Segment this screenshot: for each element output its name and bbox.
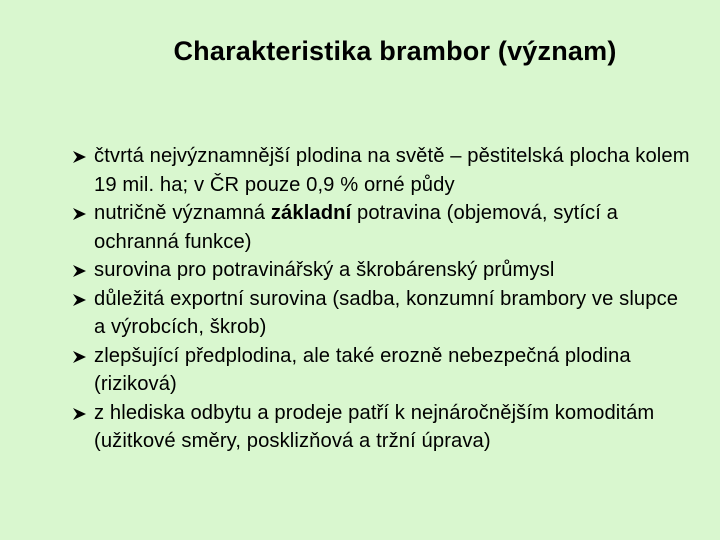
bullet-list (72, 142, 692, 456)
bullet-item (72, 142, 692, 199)
bullet-item (72, 256, 692, 285)
bullet-item (72, 342, 692, 399)
bullet-text-after: potravina (objemová, sytící a ochranná funkce) (94, 202, 618, 253)
arrow-right-icon (72, 399, 90, 428)
bullet-text-before: nutričně významná (94, 202, 271, 224)
bullet-item (72, 199, 692, 256)
bullet-text: zlepšující předplodina, ale také erozně nebezpečná plodina (riziková) (94, 344, 631, 395)
bullet-text: surovina pro potravinářský a škrobárenský průmysl (94, 259, 555, 281)
arrow-right-icon (72, 342, 90, 371)
bullet-item (72, 399, 692, 456)
arrow-right-icon (72, 285, 90, 314)
bullet-text-bold: základní (270, 202, 352, 224)
bullet-text: z hlediska odbytu a prodeje patří k nejnáročnějším komoditám (užitkové směry, posklizňová a tržní úprava) (94, 401, 655, 452)
slide-title: Charakteristika brambor (význam) (173, 36, 617, 66)
arrow-right-icon (72, 256, 90, 285)
arrow-right-icon (72, 142, 90, 171)
arrow-right-icon (72, 199, 90, 228)
bullet-text: důležitá exportní surovina (sadba, konzumní brambory ve slupce a výrobcích, škrob) (94, 287, 679, 338)
bullet-text: čtvrtá nejvýznamnější plodina na světě – pěstitelská plocha kolem 19 mil. ha; v ČR pouze 0,9 % orné půdy (94, 145, 690, 196)
bullet-item (72, 285, 692, 342)
